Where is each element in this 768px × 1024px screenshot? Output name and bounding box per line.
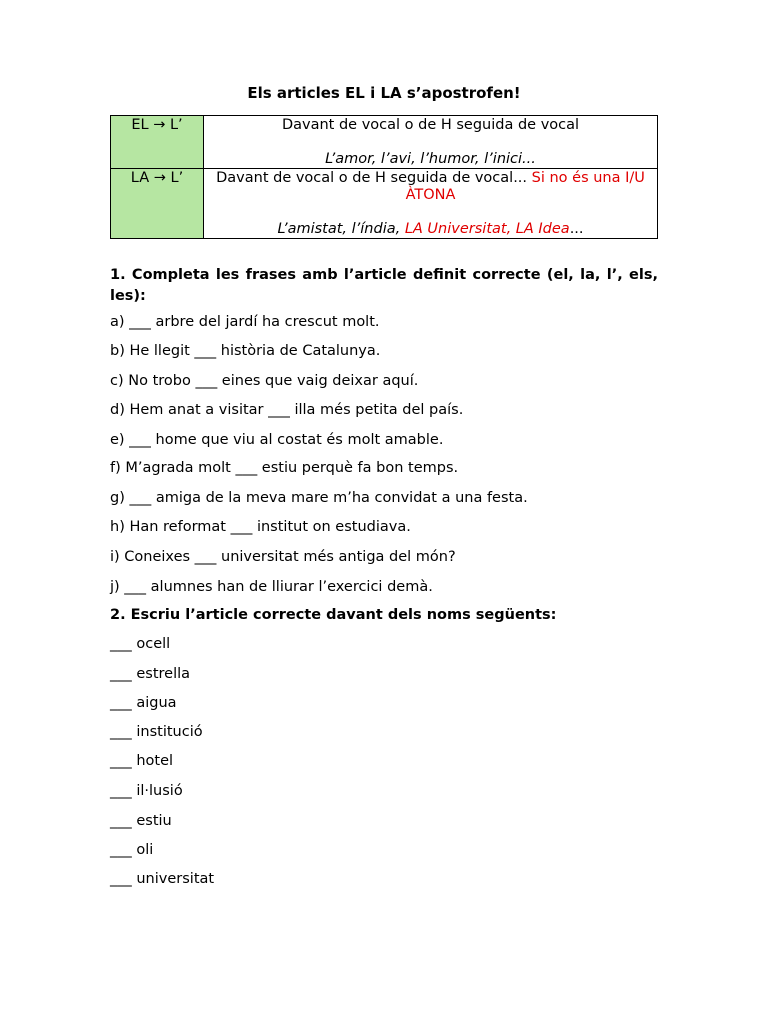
exercise1-item: e) ___ home que viu al costat és molt amable.	[110, 432, 444, 448]
exercise1-item: j) ___ alumnes han de lliurar l’exercici demà.	[110, 579, 433, 595]
exercise2-item: ___ estiu	[110, 813, 172, 829]
exercise2-item: ___ hotel	[110, 753, 174, 769]
rule-desc-la-text: Davant de vocal o de H seguida de vocal... Si no és una I/U ÀTONA	[216, 170, 645, 203]
exercise1-item: b) He llegit ___ història de Catalunya.	[110, 343, 381, 359]
rule-key-la: LA → L’	[111, 169, 204, 239]
exercise1-item: c) No trobo ___ eines que vaig deixar aquí.	[110, 373, 419, 389]
rule-exception-examples: LA Universitat, LA Idea	[404, 221, 570, 237]
rule-row-la	[111, 169, 658, 239]
exercise2-title: 2. Escriu l’article correcte davant dels noms següents:	[110, 607, 557, 623]
rule-examples-la: L’amistat, l’índia, LA Universitat, LA Idea...	[277, 221, 584, 237]
rule-desc-el-text: Davant de vocal o de H seguida de vocal	[281, 117, 580, 133]
exercise2-item: ___ institució	[110, 724, 203, 740]
rule-examples-el: L’amor, l’avi, l’humor, l’inici...	[325, 151, 536, 167]
rule-key-el: EL → L’	[111, 116, 204, 169]
rule-desc-el	[204, 116, 658, 169]
page-title: Els articles EL i LA s’apostrofen!	[247, 84, 521, 102]
exercise2-item: ___ aigua	[110, 695, 177, 711]
rule-row-el	[111, 116, 658, 169]
exercise1-item: d) Hem anat a visitar ___ illa més petita del país.	[110, 402, 464, 418]
exercise1-item: i) Coneixes ___ universitat més antiga del món?	[110, 549, 456, 565]
exercise1-item: a) ___ arbre del jardí ha crescut molt.	[110, 314, 380, 330]
exercise2-item: ___ oli	[110, 842, 154, 858]
rule-desc-la	[204, 169, 658, 239]
rule-exception: Si no és una I/U ÀTONA	[405, 170, 645, 203]
exercise1-item: h) Han reformat ___ institut on estudiava.	[110, 519, 411, 535]
exercise1-title: 1. Completa les frases amb l’article definit correcte (el, la, l’, els, les):	[110, 267, 658, 304]
exercise2-item: ___ estrella	[110, 666, 191, 682]
exercise2-item: ___ ocell	[110, 636, 171, 652]
exercise1-item: f) M’agrada molt ___ estiu perquè fa bon temps.	[110, 460, 459, 476]
exercise2-item: ___ il·lusió	[110, 783, 183, 799]
exercise1-item: g) ___ amiga de la meva mare m’ha convidat a una festa.	[110, 490, 528, 506]
rules-table	[110, 115, 658, 239]
exercise2-item: ___ universitat	[110, 871, 215, 887]
